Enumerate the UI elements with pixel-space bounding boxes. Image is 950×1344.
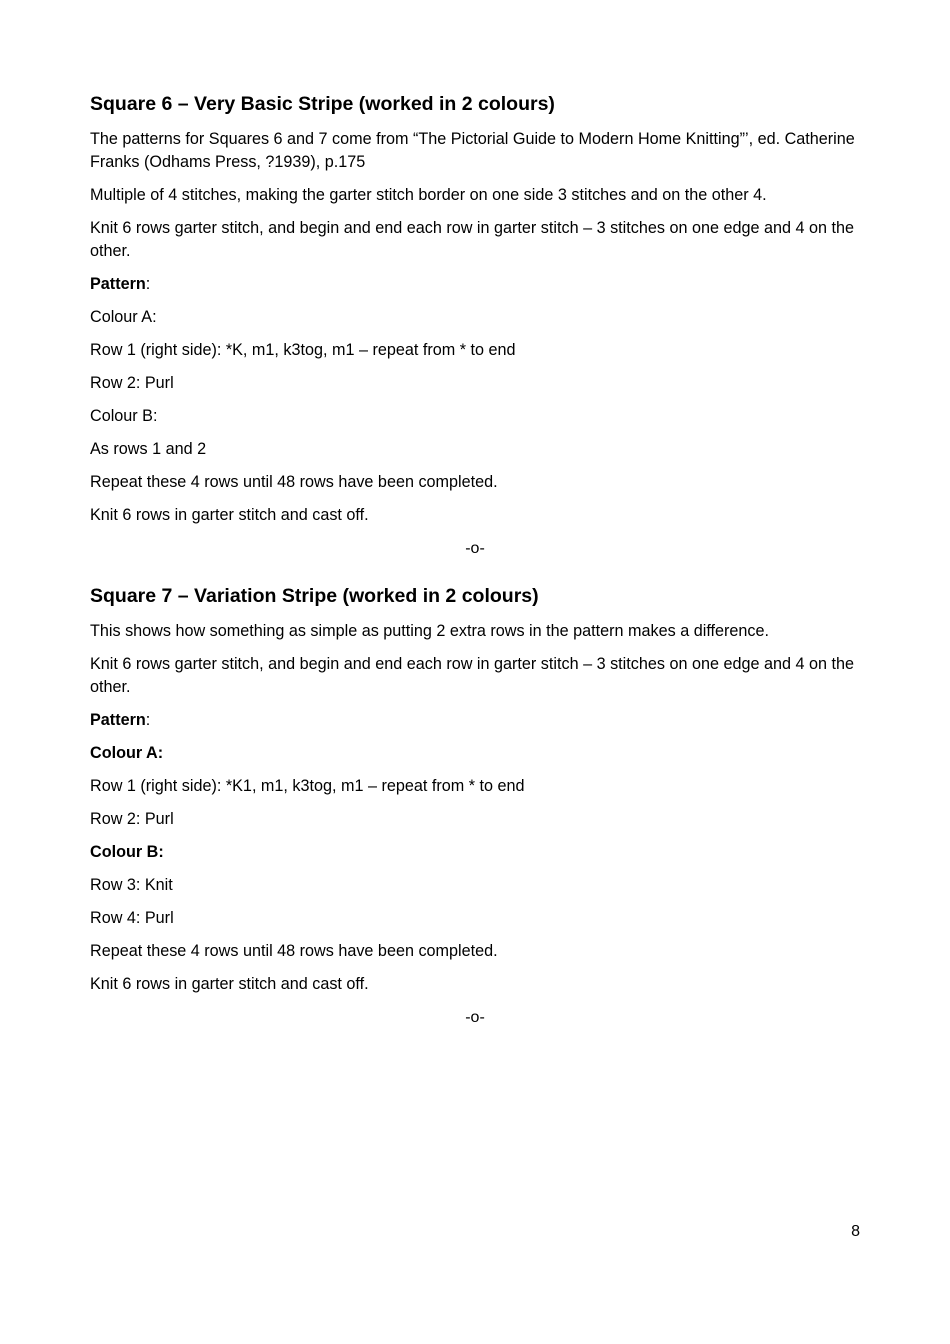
square-7-colour-b: Colour B: (90, 843, 164, 861)
square-6-repeat: Repeat these 4 rows until 48 rows have been completed. (90, 473, 498, 491)
square-7-row-3: Row 3: Knit (90, 876, 173, 894)
square-7-row-4: Row 4: Purl (90, 909, 174, 927)
square-7-repeat: Repeat these 4 rows until 48 rows have been completed. (90, 942, 498, 960)
pattern-label-text: Pattern (90, 275, 146, 293)
square-7-section (90, 583, 860, 1029)
square-6-heading: Square 6 – Very Basic Stripe (worked in 2 colours) (90, 93, 555, 115)
pattern-label-text: Pattern (90, 711, 146, 729)
square-6-pattern-label (90, 273, 860, 296)
square-7-row-2: Row 2: Purl (90, 810, 174, 828)
square-6-section (90, 91, 860, 560)
square-6-border-instruction: Knit 6 rows garter stitch, and begin and end each row in garter stitch – 3 stitches on one edge and 4 on the other. (90, 219, 854, 260)
section-separator: -o- (465, 540, 485, 557)
square-7-pattern-label (90, 709, 860, 732)
pattern-label-colon: : (145, 275, 151, 293)
section-separator: -o- (465, 1009, 485, 1026)
document-page (90, 91, 860, 1052)
square-6-as-rows: As rows 1 and 2 (90, 440, 207, 458)
square-7-intro: This shows how something as simple as putting 2 extra rows in the pattern makes a difference. (90, 622, 770, 640)
page-number: 8 (851, 1223, 860, 1240)
square-6-colour-a: Colour A: (90, 308, 157, 326)
square-7-border-instruction: Knit 6 rows garter stitch, and begin and end each row in garter stitch – 3 stitches on one edge and 4 on the other. (90, 655, 854, 696)
square-6-colour-b: Colour B: (90, 407, 158, 425)
square-6-row-1: Row 1 (right side): *K, m1, k3tog, m1 – repeat from * to end (90, 341, 516, 359)
square-7-heading: Square 7 – Variation Stripe (worked in 2 colours) (90, 585, 539, 607)
square-6-row-2: Row 2: Purl (90, 374, 174, 392)
square-6-multiple: Multiple of 4 stitches, making the garter stitch border on one side 3 stitches and on the other 4. (90, 186, 767, 204)
square-6-intro: The patterns for Squares 6 and 7 come from “The Pictorial Guide to Modern Home Knitting”’, ed. Catherine Franks (Odhams Press, ?1939), p.175 (90, 130, 855, 171)
square-7-colour-a: Colour A: (90, 744, 164, 762)
pattern-label-colon: : (145, 711, 151, 729)
square-7-finish: Knit 6 rows in garter stitch and cast off. (90, 975, 369, 993)
square-7-row-1: Row 1 (right side): *K1, m1, k3tog, m1 – repeat from * to end (90, 777, 525, 795)
square-6-finish: Knit 6 rows in garter stitch and cast off. (90, 506, 369, 524)
